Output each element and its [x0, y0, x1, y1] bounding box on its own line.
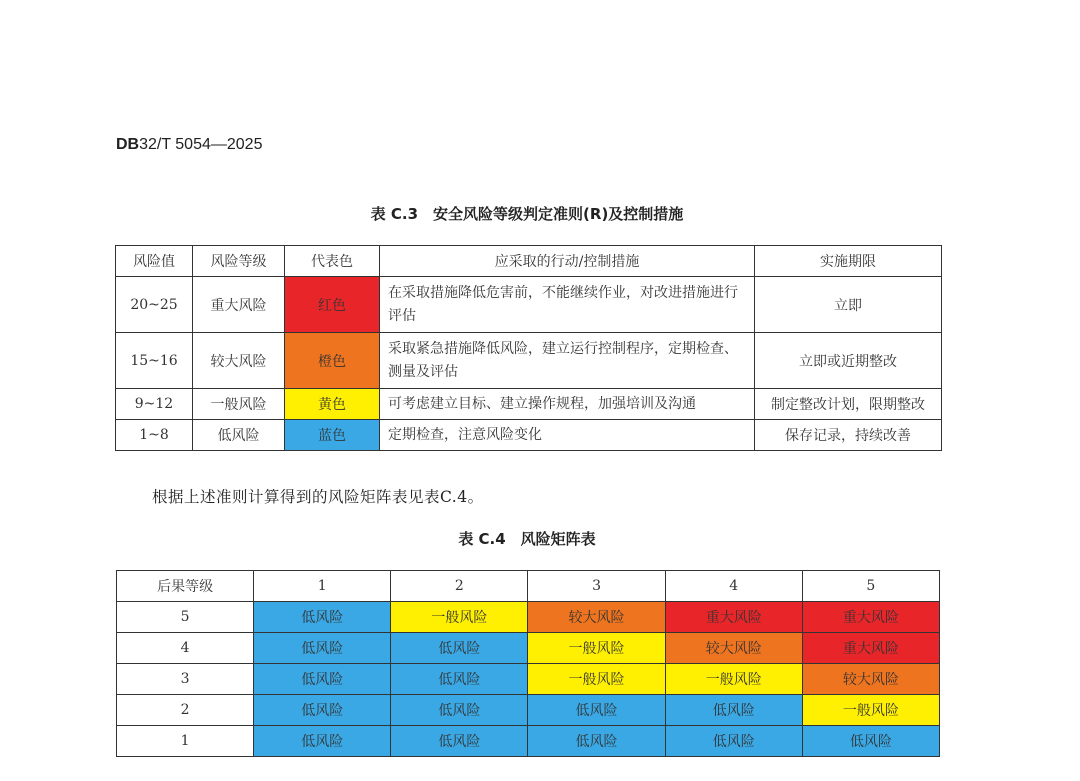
column-header: 风险值 — [116, 246, 193, 277]
matrix-cell: 较大风险 — [802, 664, 939, 695]
table-c3-caption: 表 C.3 安全风险等级判定准则(R)及控制措施 — [370, 205, 684, 223]
matrix-column-header: 1 — [254, 571, 391, 602]
matrix-row-label: 1 — [117, 726, 254, 757]
risk-value-cell: 15~16 — [116, 333, 193, 389]
color-swatch-cell: 黄色 — [285, 389, 380, 420]
action-cell: 在采取措施降低危害前，不能继续作业，对改进措施进行评估 — [380, 277, 755, 333]
matrix-row-label: 2 — [117, 695, 254, 726]
matrix-cell: 较大风险 — [665, 633, 802, 664]
matrix-column-header: 4 — [665, 571, 802, 602]
risk-value-cell: 1~8 — [116, 420, 193, 451]
risk-value-cell: 20~25 — [116, 277, 193, 333]
matrix-cell: 重大风险 — [802, 602, 939, 633]
lead-paragraph: 根据上述准则计算得到的风险矩阵表见表C.4。 — [152, 488, 484, 506]
matrix-row — [117, 633, 940, 664]
action-cell: 定期检查，注意风险变化 — [380, 420, 755, 451]
matrix-row — [117, 695, 940, 726]
risk-level-cell: 一般风险 — [193, 389, 285, 420]
color-swatch-cell: 蓝色 — [285, 420, 380, 451]
matrix-row-label: 3 — [117, 664, 254, 695]
matrix-corner-header: 后果等级 — [117, 571, 254, 602]
risk-value-cell: 9~12 — [116, 389, 193, 420]
risk-level-cell: 重大风险 — [193, 277, 285, 333]
matrix-row — [117, 664, 940, 695]
matrix-header-row — [117, 571, 940, 602]
matrix-cell: 低风险 — [391, 664, 528, 695]
matrix-cell: 低风险 — [528, 726, 665, 757]
action-cell: 采取紧急措施降低风险，建立运行控制程序，定期检查、测量及评估 — [380, 333, 755, 389]
risk-matrix-table — [116, 570, 940, 757]
risk-criteria-table — [115, 245, 942, 451]
table-row — [116, 389, 942, 420]
table-header-row — [116, 246, 942, 277]
matrix-cell: 一般风险 — [528, 664, 665, 695]
table-row — [116, 420, 942, 451]
matrix-cell: 低风险 — [391, 726, 528, 757]
color-swatch-cell: 红色 — [285, 277, 380, 333]
matrix-row-label: 5 — [117, 602, 254, 633]
column-header: 代表色 — [285, 246, 380, 277]
document-code-number: 32/T 5054—2025 — [139, 136, 263, 153]
deadline-cell: 制定整改计划，限期整改 — [755, 389, 942, 420]
deadline-cell: 立即或近期整改 — [755, 333, 942, 389]
matrix-column-header: 5 — [802, 571, 939, 602]
matrix-cell: 低风险 — [665, 695, 802, 726]
color-swatch-cell: 橙色 — [285, 333, 380, 389]
matrix-cell: 低风险 — [391, 695, 528, 726]
matrix-cell: 低风险 — [254, 602, 391, 633]
risk-level-cell: 低风险 — [193, 420, 285, 451]
matrix-cell: 低风险 — [254, 726, 391, 757]
matrix-cell: 重大风险 — [665, 602, 802, 633]
deadline-cell: 保存记录，持续改善 — [755, 420, 942, 451]
document-code — [116, 136, 262, 154]
table-c4-caption: 表 C.4 风险矩阵表 — [458, 530, 596, 548]
document-code-prefix: DB — [116, 136, 140, 153]
matrix-cell: 低风险 — [254, 695, 391, 726]
matrix-column-header: 3 — [528, 571, 665, 602]
matrix-cell: 一般风险 — [665, 664, 802, 695]
column-header: 应采取的行动/控制措施 — [380, 246, 755, 277]
matrix-cell: 低风险 — [254, 633, 391, 664]
action-cell: 可考虑建立目标、建立操作规程，加强培训及沟通 — [380, 389, 755, 420]
column-header: 风险等级 — [193, 246, 285, 277]
matrix-cell: 一般风险 — [528, 633, 665, 664]
deadline-cell: 立即 — [755, 277, 942, 333]
risk-level-cell: 较大风险 — [193, 333, 285, 389]
matrix-cell: 较大风险 — [528, 602, 665, 633]
matrix-cell: 低风险 — [391, 633, 528, 664]
matrix-cell: 低风险 — [665, 726, 802, 757]
matrix-row — [117, 726, 940, 757]
matrix-row-label: 4 — [117, 633, 254, 664]
table-row — [116, 333, 942, 389]
matrix-row — [117, 602, 940, 633]
matrix-cell: 重大风险 — [802, 633, 939, 664]
matrix-cell: 低风险 — [254, 664, 391, 695]
matrix-column-header: 2 — [391, 571, 528, 602]
matrix-cell: 低风险 — [802, 726, 939, 757]
matrix-cell: 低风险 — [528, 695, 665, 726]
matrix-cell: 一般风险 — [391, 602, 528, 633]
column-header: 实施期限 — [755, 246, 942, 277]
table-row — [116, 277, 942, 333]
matrix-cell: 一般风险 — [802, 695, 939, 726]
